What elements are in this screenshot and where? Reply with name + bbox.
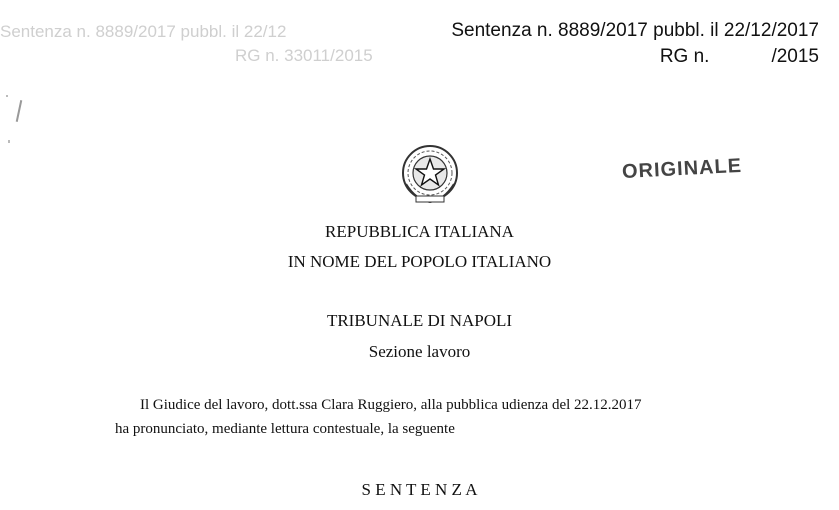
in-nome-heading: IN NOME DEL POPOLO ITALIANO (287, 252, 552, 271)
ghost-header-line1: Sentenza n. 8889/2017 pubbl. il 22/12 (0, 22, 287, 41)
scan-mark (16, 100, 23, 122)
italian-republic-emblem-icon (396, 140, 464, 208)
body-line-2: ha pronunciato, mediante lettura contestuale, la seguente (115, 421, 455, 437)
tribunale-heading: TRIBUNALE DI NAPOLI (326, 311, 513, 330)
sentenza-number-line: Sentenza n. 8889/2017 pubbl. il 22/12/2017 (451, 20, 819, 41)
sezione-heading: Sezione lavoro (368, 342, 471, 361)
sentenza-title: S E N T E N Z A (361, 480, 478, 499)
rg-number-line (660, 46, 819, 68)
originale-stamp: ORIGINALE (621, 154, 743, 184)
scan-speck (6, 95, 8, 97)
ghost-header-line2: RG n. 33011/2015 (235, 46, 373, 65)
republic-heading: REPUBBLICA ITALIANA (325, 222, 514, 241)
rg-suffix: /2015 (771, 46, 819, 67)
rg-prefix: RG n. (659, 46, 710, 67)
scan-speck (8, 140, 10, 143)
body-line-1: Il Giudice del lavoro, dott.ssa Clara Ruggiero, alla pubblica udienza del 22.12.2017 (140, 397, 642, 413)
